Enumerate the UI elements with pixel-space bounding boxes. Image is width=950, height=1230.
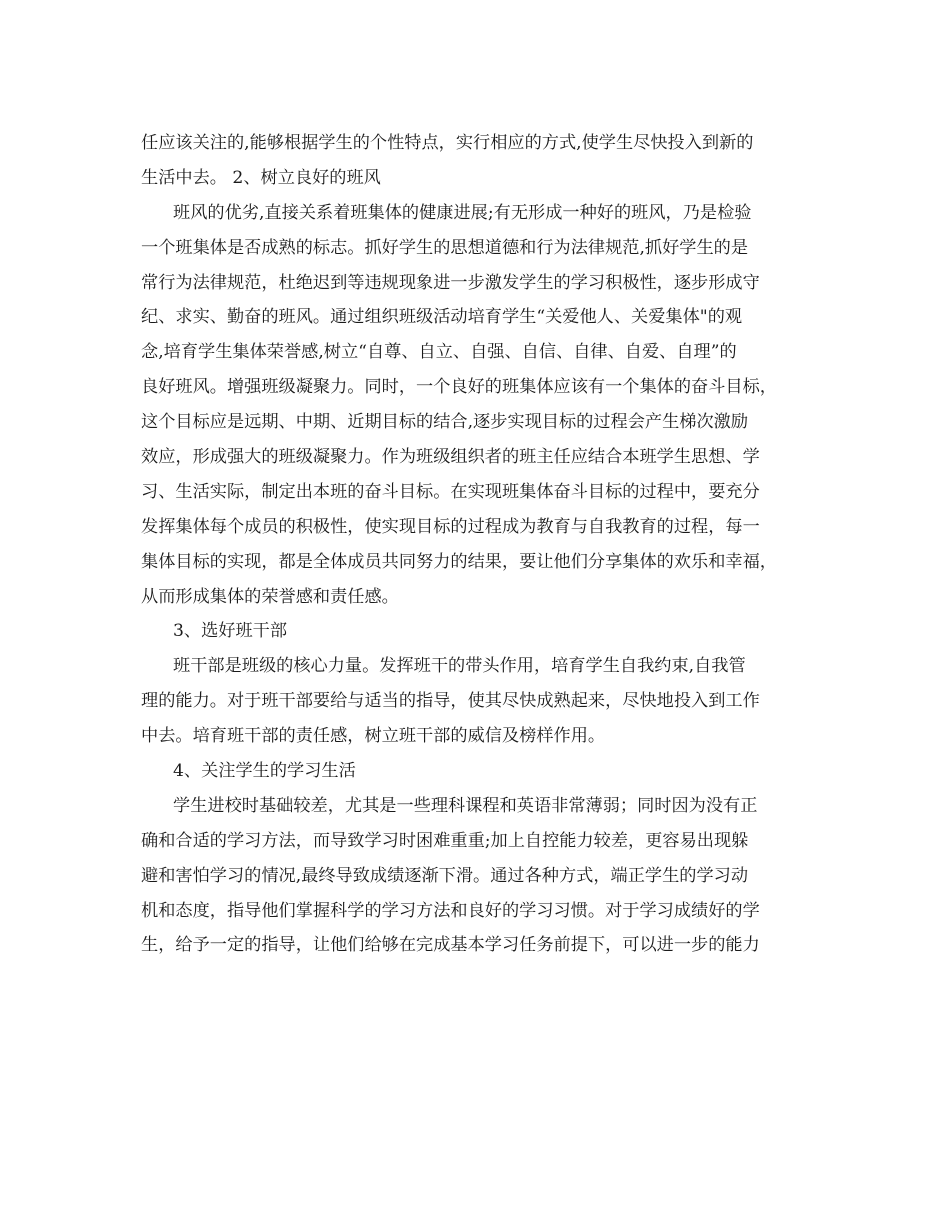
text-line: 学生进校时基础较差，尤其是一些理科课程和英语非常薄弱；同时因为没有正 <box>173 795 758 816</box>
text-line: 集体目标的实现，都是全体成员共同努力的结果，要让他们分享集体的欢乐和幸福， <box>141 551 777 572</box>
text-line: 习、生活实际，制定出本班的奋斗目标。在实现班集体奋斗目标的过程中，要充分 <box>141 481 760 502</box>
text-line: 避和害怕学习的情况,最终导致成绩逐渐下滑。通过各种方式，端正学生的学习动 <box>141 865 749 886</box>
text-line: 理的能力。对于班干部要给与适当的指导，使其尽快成熟起来，尽快地投入到工作 <box>141 691 760 712</box>
text-line: 4、关注学生的学习生活 <box>173 761 356 782</box>
text-line: 生，给予一定的指导，让他们给够在完成基本学习任务前提下，可以进一步的能力 <box>141 935 760 956</box>
text-line: 从而形成集体的荣誉感和责任感。 <box>141 586 399 607</box>
text-line: 生活中去。 2、树立良好的班风 <box>141 167 381 188</box>
text-line: 效应，形成强大的班级凝聚力。作为班级组织者的班主任应结合本班学生思想、学 <box>141 447 760 468</box>
text-line: 机和态度，指导他们掌握科学的学习方法和良好的学习习惯。对于学习成绩好的学 <box>141 900 760 921</box>
text-line: 纪、求实、勤奋的班风。通过组织班级活动培育学生“关爱他人、关爱集体"的观 <box>141 307 743 328</box>
text-line: 常行为法律规范，杜绝迟到等违规现象进一步激发学生的学习积极性，逐步形成守 <box>141 272 760 293</box>
document-body <box>141 126 821 963</box>
text-line: 念,培育学生集体荣誉感,树立“自尊、自立、自强、自信、自律、自爱、自理”的 <box>141 342 737 363</box>
text-line: 班风的优劣,直接关系着班集体的健康进展;有无形成一种好的班风，乃是检验 <box>173 202 752 223</box>
text-line: 中去。培育班干部的责任感，树立班干部的威信及榜样作用。 <box>141 726 606 747</box>
text-line: 3、选好班干部 <box>173 621 288 642</box>
text-line: 任应该关注的,能够根据学生的个性特点，实行相应的方式,使学生尽快投入到新的 <box>141 133 754 153</box>
text-line: 良好班风。增强班级凝聚力。同时，一个良好的班集体应该有一个集体的奋斗目标， <box>141 377 777 398</box>
text-line: 一个班集体是否成熟的标志。抓好学生的思想道德和行为法律规范,抓好学生的是 <box>141 237 749 258</box>
text-line: 这个目标应是远期、中期、近期目标的结合,逐步实现目标的过程会产生梯次激励 <box>141 412 749 433</box>
text-line: 班干部是班级的核心力量。发挥班干的带头作用，培育学生自我约束,自我管 <box>173 656 746 677</box>
text-line: 发挥集体每个成员的积极性，使实现目标的过程成为教育与自我教育的过程，每一 <box>141 516 760 537</box>
text-line: 确和合适的学习方法，而导致学习时困难重重;加上自控能力较差，更容易出现躲 <box>141 830 749 851</box>
